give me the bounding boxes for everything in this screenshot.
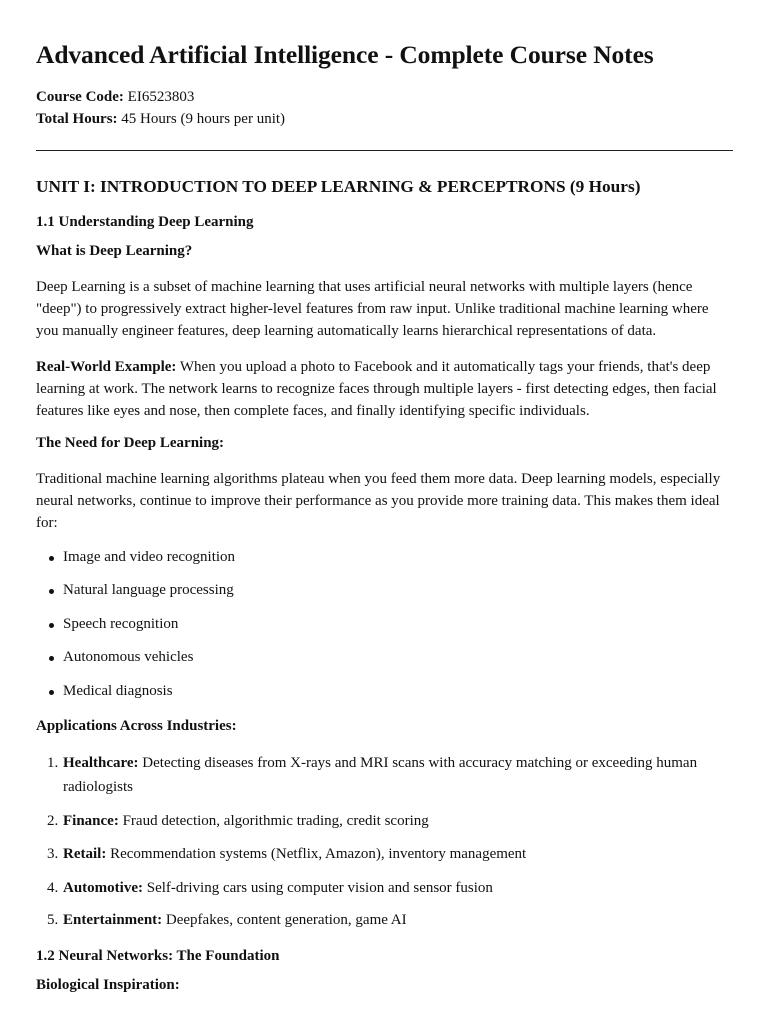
- need-paragraph: Traditional machine learning algorithms plateau when you feed them more data. Deep learning models, especially neural networks, continue to improve their performance as you provide more training data. This makes them ideal for:: [36, 471, 721, 531]
- bullet-icon: [49, 589, 54, 594]
- applications-heading: Applications Across Industries:: [36, 718, 237, 734]
- unit-heading: UNIT I: INTRODUCTION TO DEEP LEARNING & PERCEPTRONS (9 Hours): [36, 177, 641, 196]
- divider: [36, 150, 733, 151]
- bullet-icon: [49, 690, 54, 695]
- course-code-line: [36, 86, 194, 108]
- total-hours-line: [36, 108, 285, 130]
- definition-paragraph: Deep Learning is a subset of machine learning that uses artificial neural networks with multiple layers (hence "deep") to progressively extract higher-level features from raw input. Unlike traditional machine learning where you manually engineer features, deep learning automatically learns hierarchical representations of data.: [36, 279, 709, 339]
- what-is-heading: What is Deep Learning?: [36, 243, 193, 259]
- bullet-icon: [49, 656, 54, 661]
- biological-heading: Biological Inspiration:: [36, 977, 180, 993]
- total-hours-label: Total Hours:: [36, 111, 118, 127]
- example-label: Real-World Example:: [36, 359, 177, 375]
- need-heading: The Need for Deep Learning:: [36, 435, 225, 451]
- course-code-label: Course Code:: [36, 89, 124, 105]
- course-code-value: EI6523803: [123, 89, 195, 105]
- example-text: When you upload a photo to Facebook and it automatically tags your friends, that's deep learning at work. The network learns to recognize faces through multiple layers - first detecting edges, then facial features like eyes and nose, then complete faces, and finally identifying specific individuals.: [36, 359, 717, 419]
- example-paragraph: [36, 356, 733, 422]
- section-heading-1-2: 1.2 Neural Networks: The Foundation: [36, 948, 280, 964]
- total-hours-value: 45 Hours (9 hours per unit): [117, 111, 286, 127]
- bullet-icon: [49, 623, 54, 628]
- bullet-icon: [49, 556, 54, 561]
- document-title: Advanced Artificial Intelligence - Complete Course Notes: [36, 40, 654, 69]
- section-heading-1-1: 1.1 Understanding Deep Learning: [36, 214, 254, 230]
